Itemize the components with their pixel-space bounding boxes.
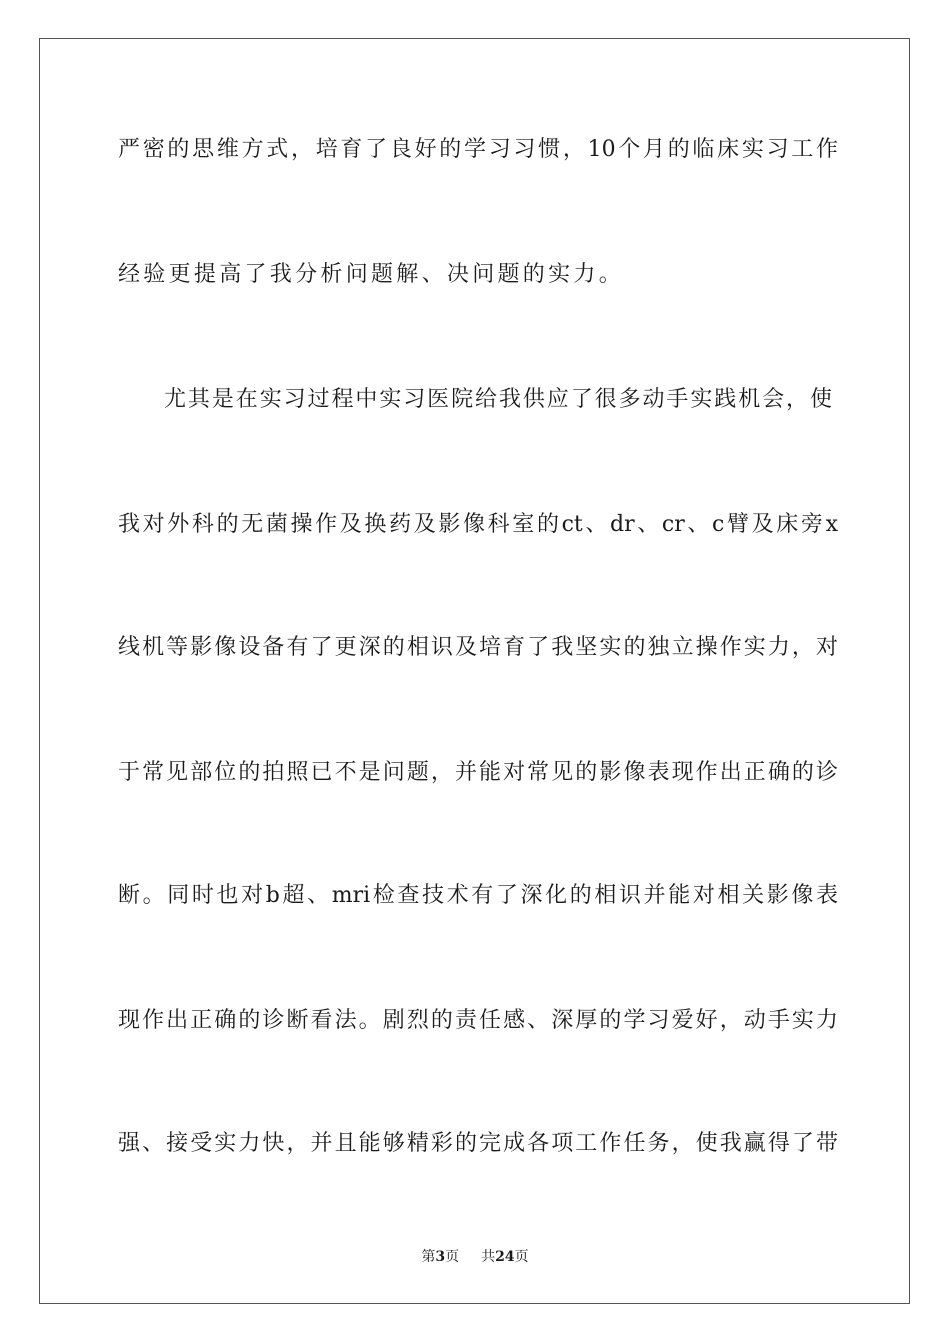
body-text-line-4: 我对外科的无菌操作及换药及影像科室的ct、dr、cr、c臂及床旁x: [118, 512, 838, 537]
body-text-line-8: 现作出正确的诊断看法。剧烈的责任感、深厚的学习爱好，动手实力: [118, 1008, 838, 1033]
footer-page-prefix: 第: [421, 1249, 436, 1265]
body-text-line-9: 强、接受实力快，并且能够精彩的完成各项工作任务，使我赢得了带: [118, 1131, 838, 1156]
page-border: [39, 38, 910, 1304]
body-text-line-1: 严密的思维方式，培育了良好的学习习惯，10个月的临床实习工作: [118, 137, 838, 162]
body-text-line-7: 断。同时也对b超、mri检查技术有了深化的相识并能对相关影像表: [118, 883, 838, 908]
footer-page-suffix: 页: [445, 1249, 460, 1265]
footer-total-suffix: 页: [514, 1249, 529, 1265]
body-text-line-3: 尤其是在实习过程中实习医院给我供应了很多动手实践机会，使: [164, 387, 832, 412]
footer-total-number: 24: [495, 1249, 515, 1265]
body-text-line-5: 线机等影像设备有了更深的相识及培育了我坚实的独立操作实力，对: [118, 635, 838, 660]
footer-total-prefix: 共: [481, 1249, 496, 1265]
page-footer: [0, 1248, 950, 1266]
body-text-line-6: 于常见部位的拍照已不是问题，并能对常见的影像表现作出正确的诊: [118, 760, 838, 785]
footer-page-number: 3: [435, 1249, 446, 1265]
body-text-line-2: 经验更提高了我分析问题解、决问题的实力。: [118, 262, 625, 287]
